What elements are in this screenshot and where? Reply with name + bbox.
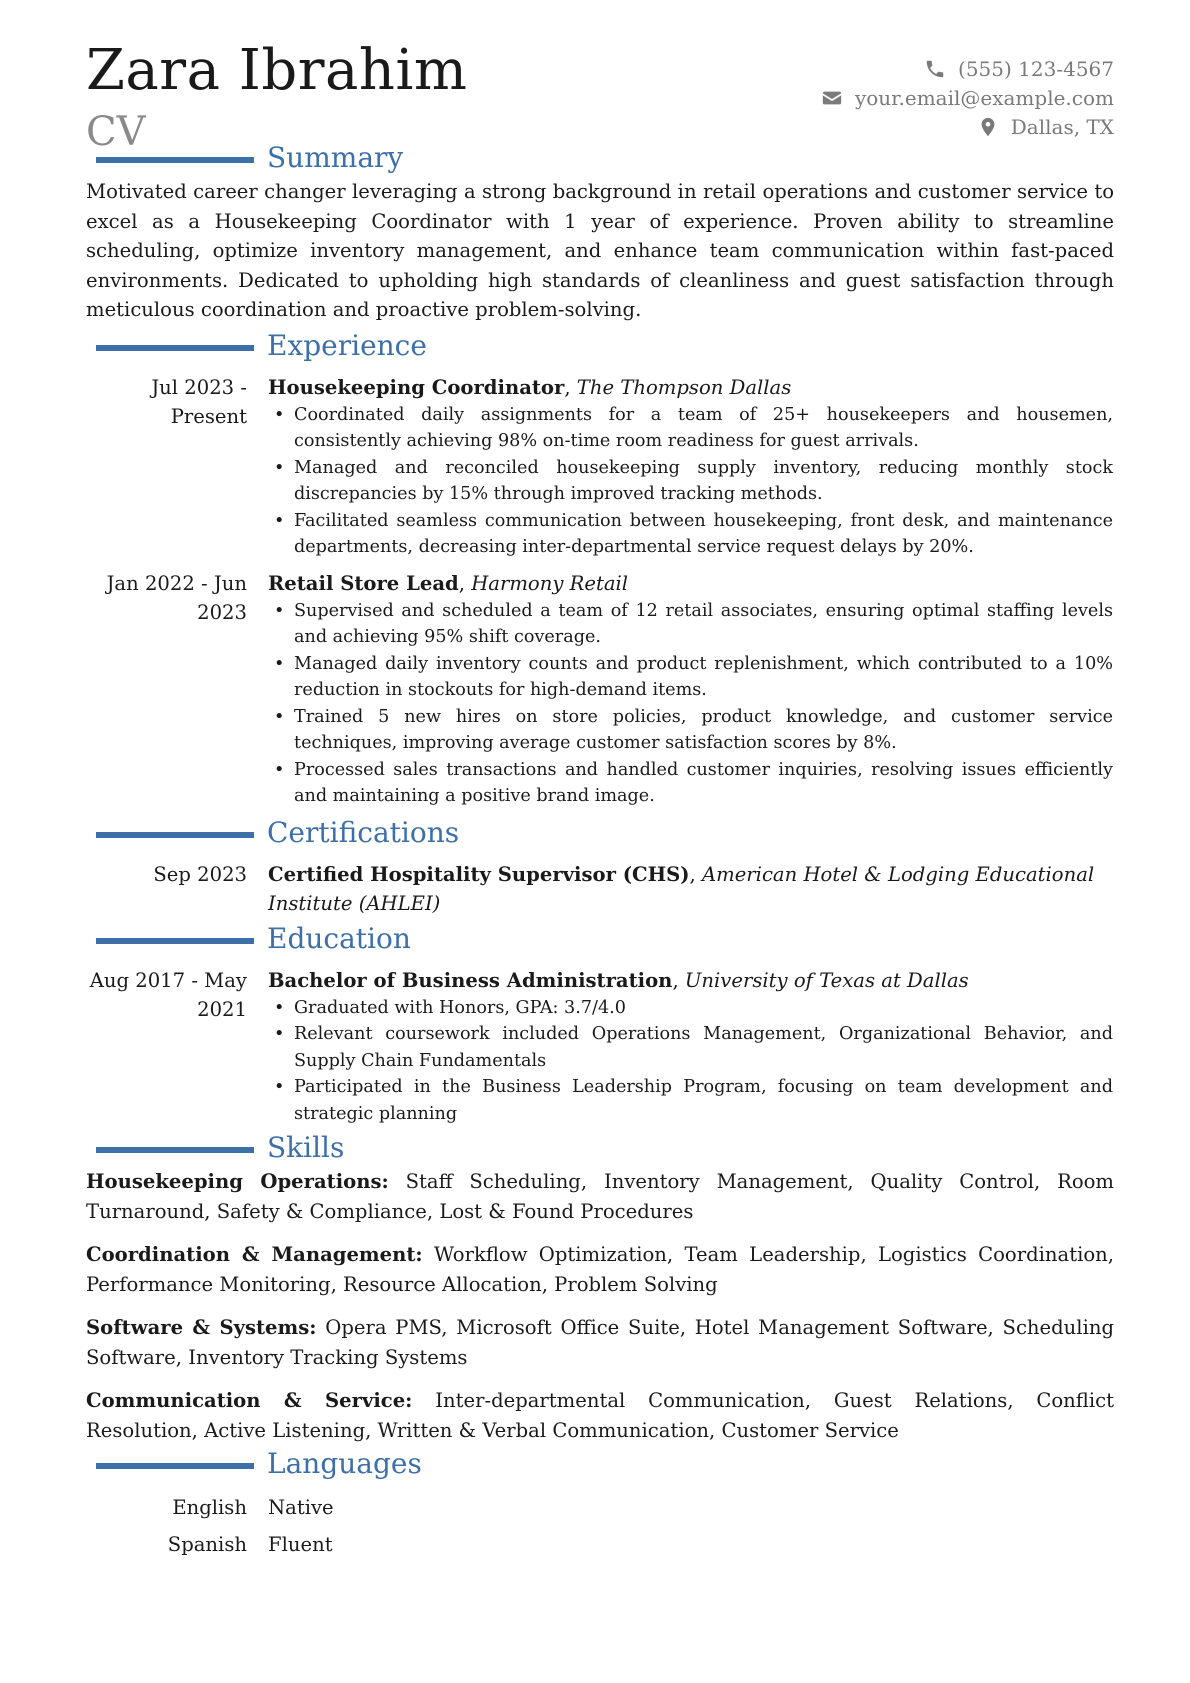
language-name: English bbox=[172, 1496, 247, 1519]
skill-list: Staff Scheduling, Inventory Management, Quality Control, Room Turnaround, Safety & Compliance, Lost & Found Procedures bbox=[86, 1170, 1114, 1223]
cv-body bbox=[0, 143, 1190, 1559]
skill-list: Workflow Optimization, Team Leadership, Logistics Coordination, Performance Monitoring, Resource Allocation, Problem Solving bbox=[86, 1243, 1114, 1296]
skill-row bbox=[86, 1386, 1114, 1445]
bullet-item: • Graduated with Honors, GPA: 3.7/4.0 bbox=[268, 995, 1113, 1022]
language-level: Native bbox=[268, 1496, 334, 1519]
experience-entry bbox=[0, 373, 1190, 561]
entry-title-line: Retail Store Lead, Harmony Retail bbox=[268, 571, 629, 595]
entry-date: Jan 2022 - Jun 2023 bbox=[106, 571, 247, 624]
entry-body bbox=[268, 860, 1113, 918]
entry-title-line: Housekeeping Coordinator, The Thompson Dallas bbox=[268, 375, 792, 399]
entry-date: Aug 2017 - May 2021 bbox=[89, 968, 247, 1021]
skill-row bbox=[86, 1167, 1114, 1226]
section-rule bbox=[96, 938, 254, 944]
experience-heading: Experience bbox=[267, 328, 427, 362]
entry-date: Sep 2023 bbox=[153, 862, 247, 886]
entry-title-line: Certified Hospitality Supervisor (CHS), American Hotel & Lodging Educational Institute (AHLEI) bbox=[268, 862, 1095, 915]
entry-body bbox=[268, 569, 1113, 810]
skills-heading: Skills bbox=[267, 1131, 345, 1164]
bullet-item: • Participated in the Business Leadership Program, focusing on team development and strategic planning bbox=[268, 1074, 1113, 1127]
bullet-item: • Managed and reconciled housekeeping supply inventory, reducing monthly stock discrepancies by 15% through improved tracking methods. bbox=[268, 455, 1113, 508]
job-title: Retail Store Lead bbox=[268, 571, 459, 595]
degree-title: Bachelor of Business Administration bbox=[268, 968, 673, 992]
section-rule bbox=[96, 1463, 254, 1469]
bullet-item: • Trained 5 new hires on store policies, product knowledge, and customer service techniques, improving average customer satisfaction scores by 8%. bbox=[268, 704, 1113, 757]
language-row bbox=[0, 1493, 1190, 1522]
contact-phone[interactable] bbox=[821, 54, 1114, 83]
certification-entry bbox=[0, 860, 1190, 918]
education-section-header bbox=[0, 921, 1190, 958]
summary-heading: Summary bbox=[267, 141, 404, 174]
skills-section-header bbox=[0, 1133, 1190, 1167]
languages-heading: Languages bbox=[267, 1447, 422, 1480]
entry-body bbox=[268, 966, 1113, 1128]
skill-category: Housekeeping Operations: bbox=[86, 1170, 389, 1193]
skill-row bbox=[86, 1240, 1114, 1299]
candidate-name: Zara Ibrahim bbox=[86, 38, 468, 103]
document-subtitle: CV bbox=[86, 109, 146, 155]
language-name: Spanish bbox=[167, 1533, 247, 1556]
certifications-section-header bbox=[0, 815, 1190, 852]
bullet-list bbox=[268, 995, 1113, 1128]
experience-entry bbox=[0, 569, 1190, 810]
languages-section-header bbox=[0, 1449, 1190, 1483]
education-heading: Education bbox=[267, 921, 411, 955]
bullet-list bbox=[268, 402, 1113, 561]
skill-row bbox=[86, 1313, 1114, 1372]
contact-email[interactable] bbox=[821, 83, 1114, 112]
map-marker-icon bbox=[977, 116, 999, 138]
summary-text: Motivated career changer leveraging a strong background in retail operations and customer service to excel as a Housekeeping Coordinator with 1 year of experience. Proven ability to streamline scheduling, optimize inventory management, and enhance team communication within fast-paced environments. Dedicated to upholding high standards of cleanliness and guest satisfaction through meticulous coordination and proactive problem-solving. bbox=[86, 180, 1114, 321]
phone-text: (555) 123-4567 bbox=[958, 56, 1114, 81]
experience-section-header bbox=[0, 328, 1190, 365]
skill-category: Software & Systems: bbox=[86, 1316, 317, 1339]
phone-icon bbox=[924, 58, 946, 80]
language-level: Fluent bbox=[268, 1533, 333, 1556]
issuer: American Hotel & Lodging Educational Institute (AHLEI) bbox=[268, 862, 1095, 915]
location-text: Dallas, TX bbox=[1010, 114, 1114, 139]
contact-location bbox=[821, 112, 1114, 141]
bullet-list bbox=[268, 598, 1113, 810]
skill-category: Communication & Service: bbox=[86, 1389, 413, 1412]
bullet-item: • Relevant coursework included Operations Management, Organizational Behavior, and Supply Chain Fundamentals bbox=[268, 1021, 1113, 1074]
summary-section-header bbox=[0, 143, 1190, 177]
bullet-item: • Processed sales transactions and handled customer inquiries, resolving issues efficiently and maintaining a positive brand image. bbox=[268, 757, 1113, 810]
certification-title: Certified Hospitality Supervisor (CHS) bbox=[268, 862, 690, 886]
certifications-heading: Certifications bbox=[267, 815, 460, 849]
section-rule bbox=[96, 157, 254, 163]
entry-date: Jul 2023 - Present bbox=[151, 375, 247, 428]
envelope-icon bbox=[821, 87, 843, 109]
skill-list: Opera PMS, Microsoft Office Suite, Hotel Management Software, Scheduling Software, Inventory Tracking Systems bbox=[86, 1316, 1114, 1369]
bullet-item: • Supervised and scheduled a team of 12 retail associates, ensuring optimal staffing levels and achieving 95% shift coverage. bbox=[268, 598, 1113, 651]
education-entry bbox=[0, 966, 1190, 1128]
entry-title-line: Bachelor of Business Administration, University of Texas at Dallas bbox=[268, 968, 969, 992]
email-text: your.email@example.com bbox=[854, 85, 1114, 110]
employer: Harmony Retail bbox=[471, 571, 629, 595]
institution: University of Texas at Dallas bbox=[684, 968, 969, 992]
section-rule bbox=[96, 832, 254, 838]
bullet-item: • Facilitated seamless communication between housekeeping, front desk, and maintenance departments, decreasing inter-departmental service request delays by 20%. bbox=[268, 508, 1113, 561]
bullet-item: • Coordinated daily assignments for a team of 25+ housekeepers and housemen, consistently achieving 98% on-time room readiness for guest arrivals. bbox=[268, 402, 1113, 455]
contact-block bbox=[821, 54, 1114, 141]
language-row bbox=[0, 1530, 1190, 1559]
bullet-item: • Managed daily inventory counts and product replenishment, which contributed to a 10% reduction in stockouts for high-demand items. bbox=[268, 651, 1113, 704]
entry-body bbox=[268, 373, 1113, 561]
job-title: Housekeeping Coordinator bbox=[268, 375, 565, 399]
employer: The Thompson Dallas bbox=[576, 375, 792, 399]
skill-category: Coordination & Management: bbox=[86, 1243, 423, 1266]
section-rule bbox=[96, 345, 254, 351]
section-rule bbox=[96, 1147, 254, 1153]
skill-list: Inter-departmental Communication, Guest Relations, Conflict Resolution, Active Listening, Written & Verbal Communication, Customer Service bbox=[86, 1389, 1114, 1442]
